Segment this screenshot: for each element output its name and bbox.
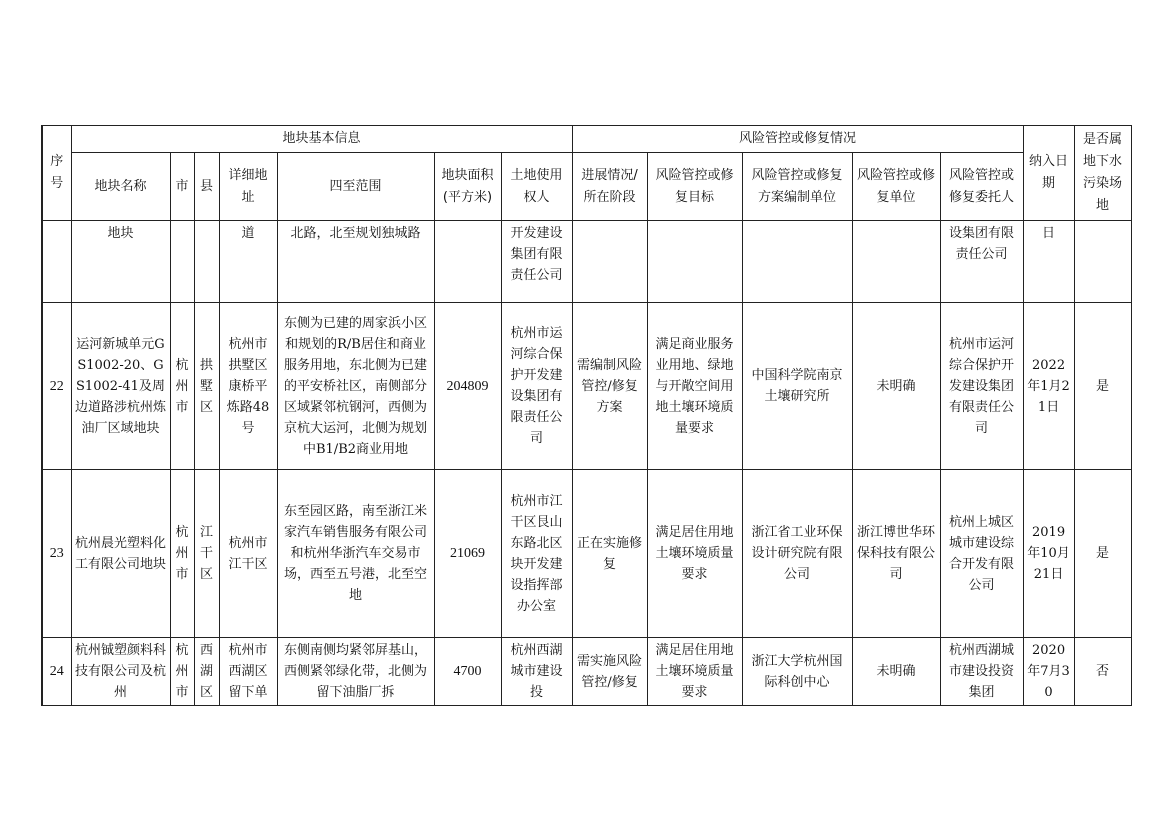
cell-address: 杭州市拱墅区康桥平炼路48号 [219, 303, 277, 470]
header-boundary: 四至范围 [277, 153, 434, 221]
header-address: 详细地址 [219, 153, 277, 221]
group-header-risk-control: 风险管控或修复情况 [572, 126, 1023, 153]
cell-owner: 开发建设集团有限责任公司 [501, 221, 572, 303]
cell-plan-unit: 浙江大学杭州国际科创中心 [742, 638, 852, 706]
cell-target: 满足商业服务业用地、绿地与开敞空间用地土壤环境质量要求 [647, 303, 742, 470]
cell-date: 日 [1023, 221, 1074, 303]
cell-progress [572, 221, 647, 303]
cell-seq: 22 [42, 303, 71, 470]
table-row-23 [42, 470, 1131, 638]
header-client: 风险管控或修复委托人 [940, 153, 1023, 221]
cell-groundwater: 是 [1074, 470, 1131, 638]
table-row-continued [42, 221, 1131, 303]
cell-city: 杭州市 [170, 638, 194, 706]
cell-groundwater [1074, 221, 1131, 303]
cell-target: 满足居住用地土壤环境质量要求 [647, 470, 742, 638]
cell-plan-unit: 中国科学院南京土壤研究所 [742, 303, 852, 470]
cell-plan-unit: 浙江省工业环保设计研究院有限公司 [742, 470, 852, 638]
header-owner: 土地使用权人 [501, 153, 572, 221]
cell-date: 2019年10月21日 [1023, 470, 1074, 638]
cell-target [647, 221, 742, 303]
cell-area: 4700 [434, 638, 501, 706]
cell-date: 2022年1月21日 [1023, 303, 1074, 470]
cell-progress: 需编制风险管控/修复方案 [572, 303, 647, 470]
header-area: 地块面积(平方米) [434, 153, 501, 221]
cell-name: 杭州晨光塑料化工有限公司地块 [71, 470, 170, 638]
cell-date: 2020年7月30 [1023, 638, 1074, 706]
header-repair-unit: 风险管控或修复单位 [852, 153, 940, 221]
header-county: 县 [194, 153, 219, 221]
cell-repair-unit: 未明确 [852, 638, 940, 706]
cell-address: 道 [219, 221, 277, 303]
group-header-basic-info: 地块基本信息 [71, 126, 572, 153]
cell-plan-unit [742, 221, 852, 303]
cell-seq [42, 221, 71, 303]
cell-groundwater: 是 [1074, 303, 1131, 470]
cell-boundary: 北路，北至规划独城路 [277, 221, 434, 303]
cell-groundwater: 否 [1074, 638, 1131, 706]
cell-repair-unit [852, 221, 940, 303]
table-row-24 [42, 638, 1131, 706]
cell-owner: 杭州市运河综合保护开发建设集团有限责任公司 [501, 303, 572, 470]
cell-progress: 需实施风险管控/修复 [572, 638, 647, 706]
header-seq: 序号 [42, 126, 71, 221]
cell-client: 杭州西湖城市建设投资集团 [940, 638, 1023, 706]
cell-area: 204809 [434, 303, 501, 470]
header-city: 市 [170, 153, 194, 221]
cell-seq: 23 [42, 470, 71, 638]
cell-owner: 杭州西湖城市建设投 [501, 638, 572, 706]
cell-county: 江干区 [194, 470, 219, 638]
header-plan-unit: 风险管控或修复方案编制单位 [742, 153, 852, 221]
cell-name: 杭州铖塑颜料科技有限公司及杭州 [71, 638, 170, 706]
cell-owner: 杭州市江干区艮山东路北区块开发建设指挥部办公室 [501, 470, 572, 638]
cell-boundary: 东侧南侧均紧邻屏基山，西侧紧邻绿化带，北侧为留下油脂厂拆 [277, 638, 434, 706]
cell-name: 运河新城单元GS1002-20、GS1002-41及周边道路涉杭州炼油厂区域地块 [71, 303, 170, 470]
cell-progress: 正在实施修复 [572, 470, 647, 638]
cell-county: 西湖区 [194, 638, 219, 706]
cell-boundary: 东侧为已建的周家浜小区和规划的R/B居住和商业服务用地，东北侧为已建的平安桥社区，南侧部分区域紧邻杭钢河，西侧为京杭大运河，北侧为规划中B1/B2商业用地 [277, 303, 434, 470]
cell-address: 杭州市西湖区留下单 [219, 638, 277, 706]
cell-seq: 24 [42, 638, 71, 706]
cell-area: 21069 [434, 470, 501, 638]
cell-city: 杭州市 [170, 303, 194, 470]
document-page [41, 125, 1132, 706]
contaminated-sites-table [41, 125, 1132, 706]
cell-county: 拱墅区 [194, 303, 219, 470]
header-groundwater: 是否属地下水污染场地 [1074, 126, 1131, 221]
cell-repair-unit: 未明确 [852, 303, 940, 470]
cell-boundary: 东至园区路，南至浙江米家汽车销售服务有限公司和杭州华浙汽车交易市场，西至五号港，北至空地 [277, 470, 434, 638]
header-name: 地块名称 [71, 153, 170, 221]
cell-address: 杭州市江干区 [219, 470, 277, 638]
cell-county [194, 221, 219, 303]
cell-client: 设集团有限责任公司 [940, 221, 1023, 303]
cell-area [434, 221, 501, 303]
cell-city: 杭州市 [170, 470, 194, 638]
cell-target: 满足居住用地土壤环境质量要求 [647, 638, 742, 706]
cell-city [170, 221, 194, 303]
header-progress: 进展情况/所在阶段 [572, 153, 647, 221]
cell-name: 地块 [71, 221, 170, 303]
cell-client: 杭州上城区城市建设综合开发有限公司 [940, 470, 1023, 638]
table-row-22 [42, 303, 1131, 470]
cell-client: 杭州市运河综合保护开发建设集团有限责任公司 [940, 303, 1023, 470]
header-target: 风险管控或修复目标 [647, 153, 742, 221]
header-date: 纳入日期 [1023, 126, 1074, 221]
cell-repair-unit: 浙江博世华环保科技有限公司 [852, 470, 940, 638]
